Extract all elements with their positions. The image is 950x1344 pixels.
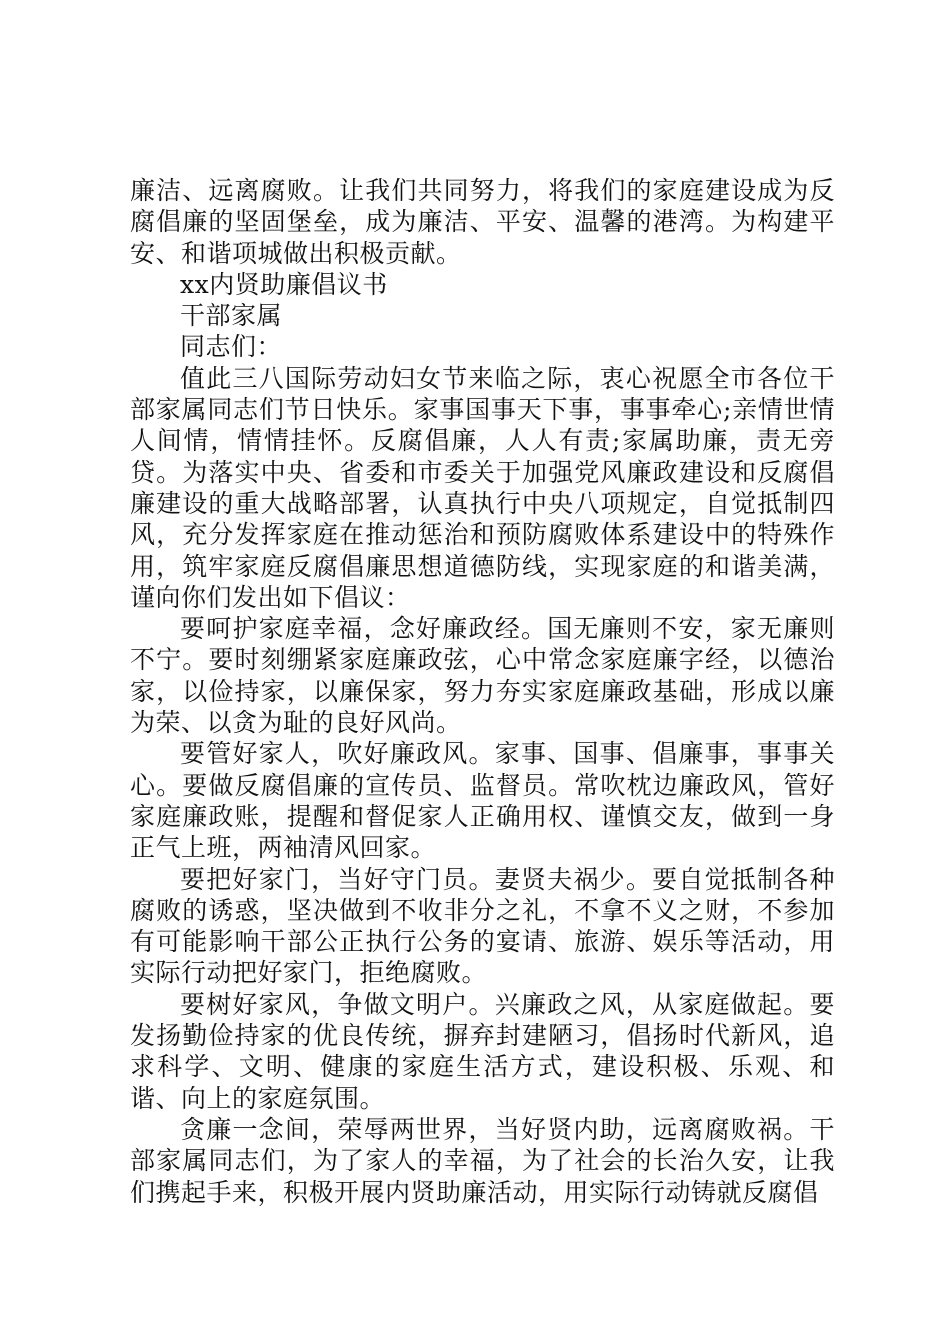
paragraph-initiative-1: 要呵护家庭幸福，念好廉政经。国无廉则不安，家无廉则不宁。要时刻绷紧家庭廉政弦，心中常念家庭廉字经，以德治家，以俭持家，以廉保家，努力夯实家庭廉政基础，形成以廉为荣、以贪为耻的良好风尚。: [130, 614, 835, 738]
paragraph-initiative-2: 要管好家人，吹好廉政风。家事、国事、倡廉事，事事关心。要做反腐倡廉的宣传员、监督员。常吹枕边廉政风，管好家庭廉政账，提醒和督促家人正确用权、谨慎交友，做到一身正气上班，两袖清风回家。: [130, 739, 835, 863]
document-title: xx内贤助廉倡议书: [180, 269, 388, 299]
salutation: 同志们：: [180, 332, 283, 362]
paragraph-initiative-4: 要树好家风，争做文明户。兴廉政之风，从家庭做起。要发扬勤俭持家的优良传统，摒弃封建陋习，倡扬时代新风，追求科学、文明、健康的家庭生活方式，建设积极、乐观、和谐、向上的家庭氛围。: [130, 989, 835, 1113]
paragraph-initiative-3: 要把好家门，当好守门员。妻贤夫祸少。要自觉抵制各种腐败的诱惑，坚决做到不收非分之礼，不拿不义之财，不参加有可能影响干部公正执行公务的宴请、旅游、娱乐等活动，用实际行动把好家门，拒绝腐败。: [130, 864, 835, 988]
paragraph-intro: 值此三八国际劳动妇女节来临之际，衷心祝愿全市各位干部家属同志们节日快乐。家事国事天下事，事事牵心;亲情世情人间情，情情挂怀。反腐倡廉，人人有责;家属助廉，责无旁贷。为落实中央、省委和市委关于加强党风廉政建设和反腐倡廉建设的重大战略部署，认真执行中央八项规定，自觉抵制四风，充分发挥家庭在推动惩治和预防腐败体系建设中的特殊作用，筑牢家庭反腐倡廉思想道德防线，实现家庭的和谐美满，谨向你们发出如下倡议：: [130, 363, 835, 612]
addressee-group: 干部家属: [180, 301, 283, 331]
paragraph-1: 廉洁、远离腐败。让我们共同努力，将我们的家庭建设成为反腐倡廉的坚固堡垒，成为廉洁、平安、温馨的港湾。为构建平安、和谐项城做出积极贡献。: [130, 176, 835, 268]
document-body: [130, 175, 835, 1208]
paragraph-closing: 贪廉一念间，荣辱两世界，当好贤内助，远离腐败祸。干部家属同志们，为了家人的幸福，为了社会的长治久安，让我们携起手来，积极开展内贤助廉活动，用实际行动铸就反腐倡: [130, 1114, 835, 1207]
